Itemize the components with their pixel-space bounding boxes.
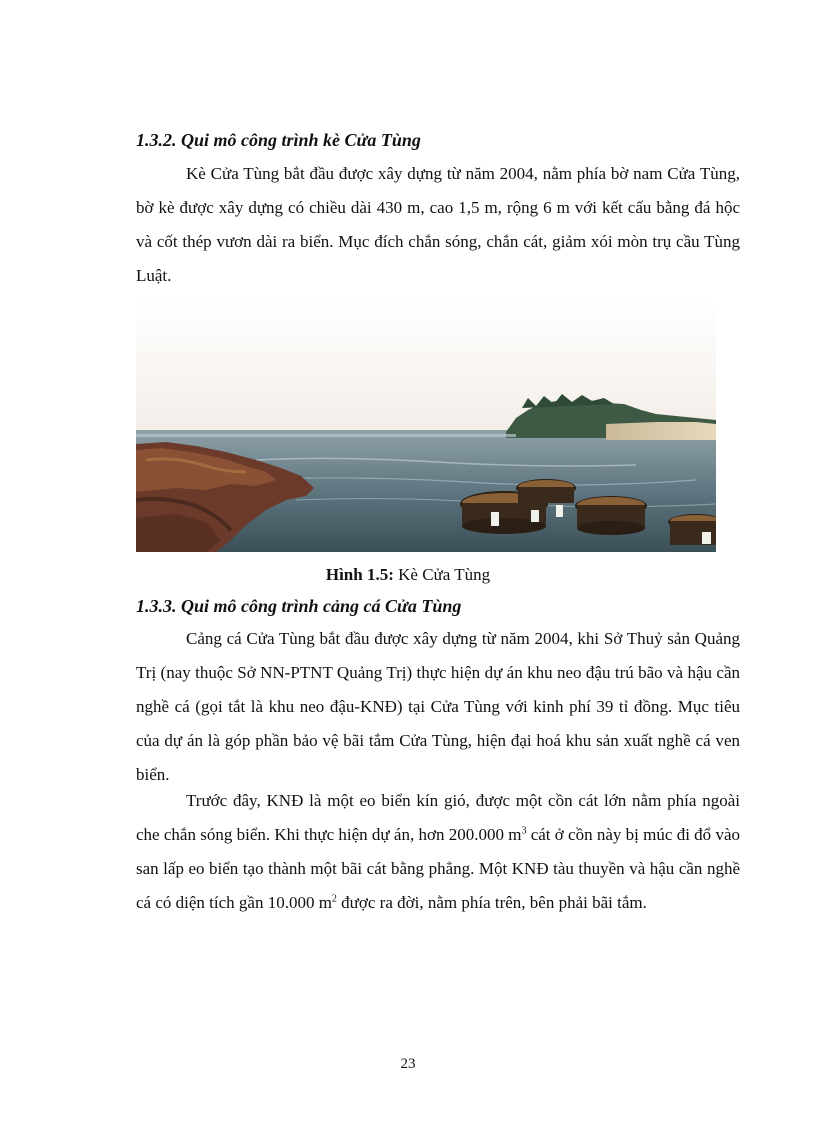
section-heading-1-3-2: 1.3.2. Qui mô công trình kè Cửa Tùng — [136, 130, 421, 150]
figure-caption-text: Kè Cửa Tùng — [398, 565, 491, 584]
basket-boat — [516, 479, 576, 503]
superscript-2: 2 — [331, 893, 337, 905]
section-1-3-3-paragraph-2 — [136, 784, 740, 920]
figure-caption — [0, 565, 816, 585]
paragraph-2-text-b: cát ở cồn này bị múc đi đổ vào san lấp eo biển tạo thành một bãi cát bằng phẳng. Một KNĐ tàu thuyền và hậu cần nghề cá có diện tích gần 10.000 m — [136, 825, 740, 912]
paragraph-2-text-c: được ra đời, nằm phía trên, bên phải bãi tắm. — [336, 893, 647, 912]
figure-label: Hình 1.5: — [325, 565, 394, 584]
section-heading-1-3-3: 1.3.3. Qui mô công trình cảng cá Cửa Tùng — [136, 596, 462, 616]
coastline-photo — [136, 300, 716, 552]
basket-boat — [575, 496, 647, 535]
paragraph-2-text-a: Trước đây, KNĐ là một eo biển kín gió, được một cồn cát lớn nằm phía ngoài che chắn sóng biển. Khi thực hiện dự án, hơn 200.000 m — [136, 791, 740, 844]
page-number: 23 — [400, 1056, 416, 1072]
section-1-3-2-paragraph: Kè Cửa Tùng bắt đầu được xây dựng từ năm 2004, nằm phía bờ nam Cửa Tùng, bờ kè được xây dựng có chiều dài 430 m, cao 1,5 m, rộng 6 m với kết cấu bằng đá hộc và cốt thép vươn dài ra biển. Mục đích chắn sóng, chắn cát, giảm xói mòn trụ cầu Tùng Luật. — [136, 164, 740, 285]
section-1-3-3-paragraph-1: Cảng cá Cửa Tùng bắt đầu được xây dựng từ năm 2004, khi Sở Thuỷ sản Quảng Trị (nay thuộc Sở NN-PTNT Quảng Trị) thực hiện dự án khu neo đậu trú bão và hậu cần nghề cá (gọi tắt là khu neo đậu-KNĐ) tại Cửa Tùng với kinh phí 39 tỉ đồng. Mục tiêu của dự án là góp phần bảo vệ bãi tắm Cửa Tùng, hiện đại hoá khu sản xuất nghề cá ven biển. — [136, 629, 740, 784]
superscript-3: 3 — [521, 825, 527, 837]
